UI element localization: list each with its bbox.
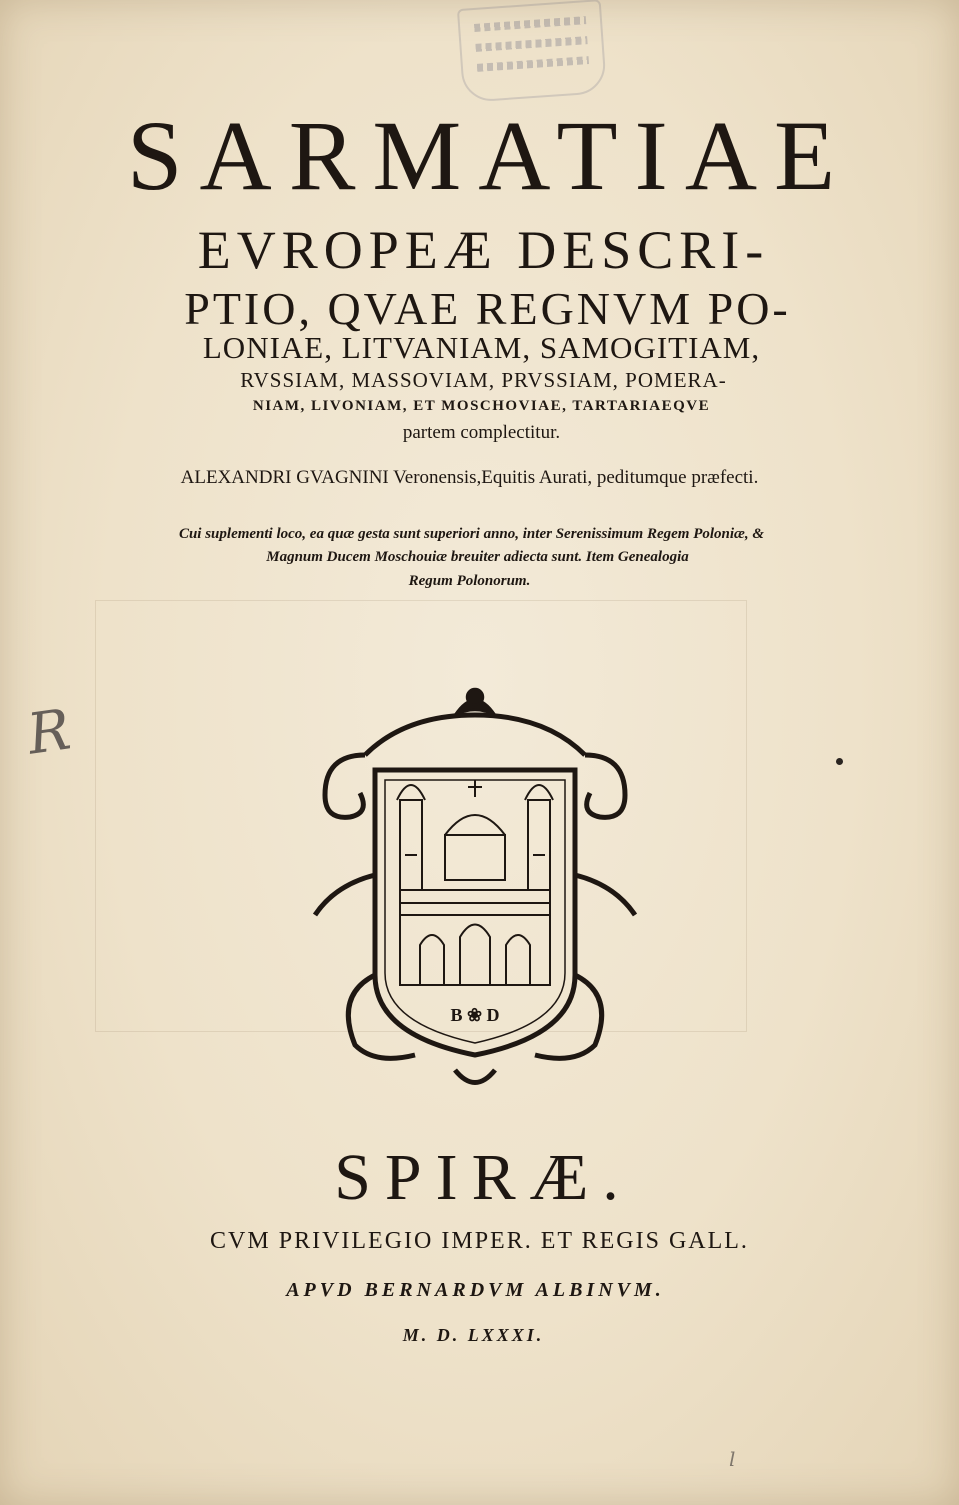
ink-dot [836,758,843,765]
title-line-1: SARMATIAE [126,100,853,211]
title-line-5: RVSSIAM, MASSOVIAM, PRVSSIAM, POMERA- [240,368,727,392]
cathedral-drawing [397,780,553,985]
device-initials: B ❀ D [450,1005,500,1025]
imprint-printer: APVD BERNARDVM ALBINVM. [286,1279,665,1301]
title-line-4: LONIAE, LITVANIAM, SAMOGITIAM, [202,330,761,365]
printers-device-woodcut [305,675,645,1095]
title-line-6: NIAM, LIVONIAM, ET MOSCHOVIAE, TARTARIAEQVE [252,398,711,414]
supplement-line-2: Magnum Ducem Moschouiæ breuiter adiecta sunt. Item Genealogia [266,549,689,565]
title-line-2: EVROPEÆ DESCRI- [197,220,770,280]
margin-annotation-tick: l [729,1447,736,1471]
supplement-line-3: Regum Polonorum. [408,573,531,589]
margin-annotation-letter: R [23,697,75,768]
imprint-year: M. D. LXXXI. [402,1325,545,1345]
supplement-line-1: Cui suplementi loco, ea quæ gesta sunt superiori anno, inter Serenissimum Regem Poloniæ, & [178,526,765,542]
title-line-7: partem complectitur. [402,422,561,443]
library-stamp [457,0,607,103]
imprint-place: SPIRÆ. [334,1141,633,1214]
title-line-3: PTIO, QVAE REGNVM PO- [184,283,791,334]
imprint-privilege: CVM PRIVILEGIO IMPER. ET REGIS GALL. [210,1228,749,1254]
author-line: ALEXANDRI GVAGNINI Veronensis,Equitis Aurati, peditumque præfecti. [180,467,759,488]
